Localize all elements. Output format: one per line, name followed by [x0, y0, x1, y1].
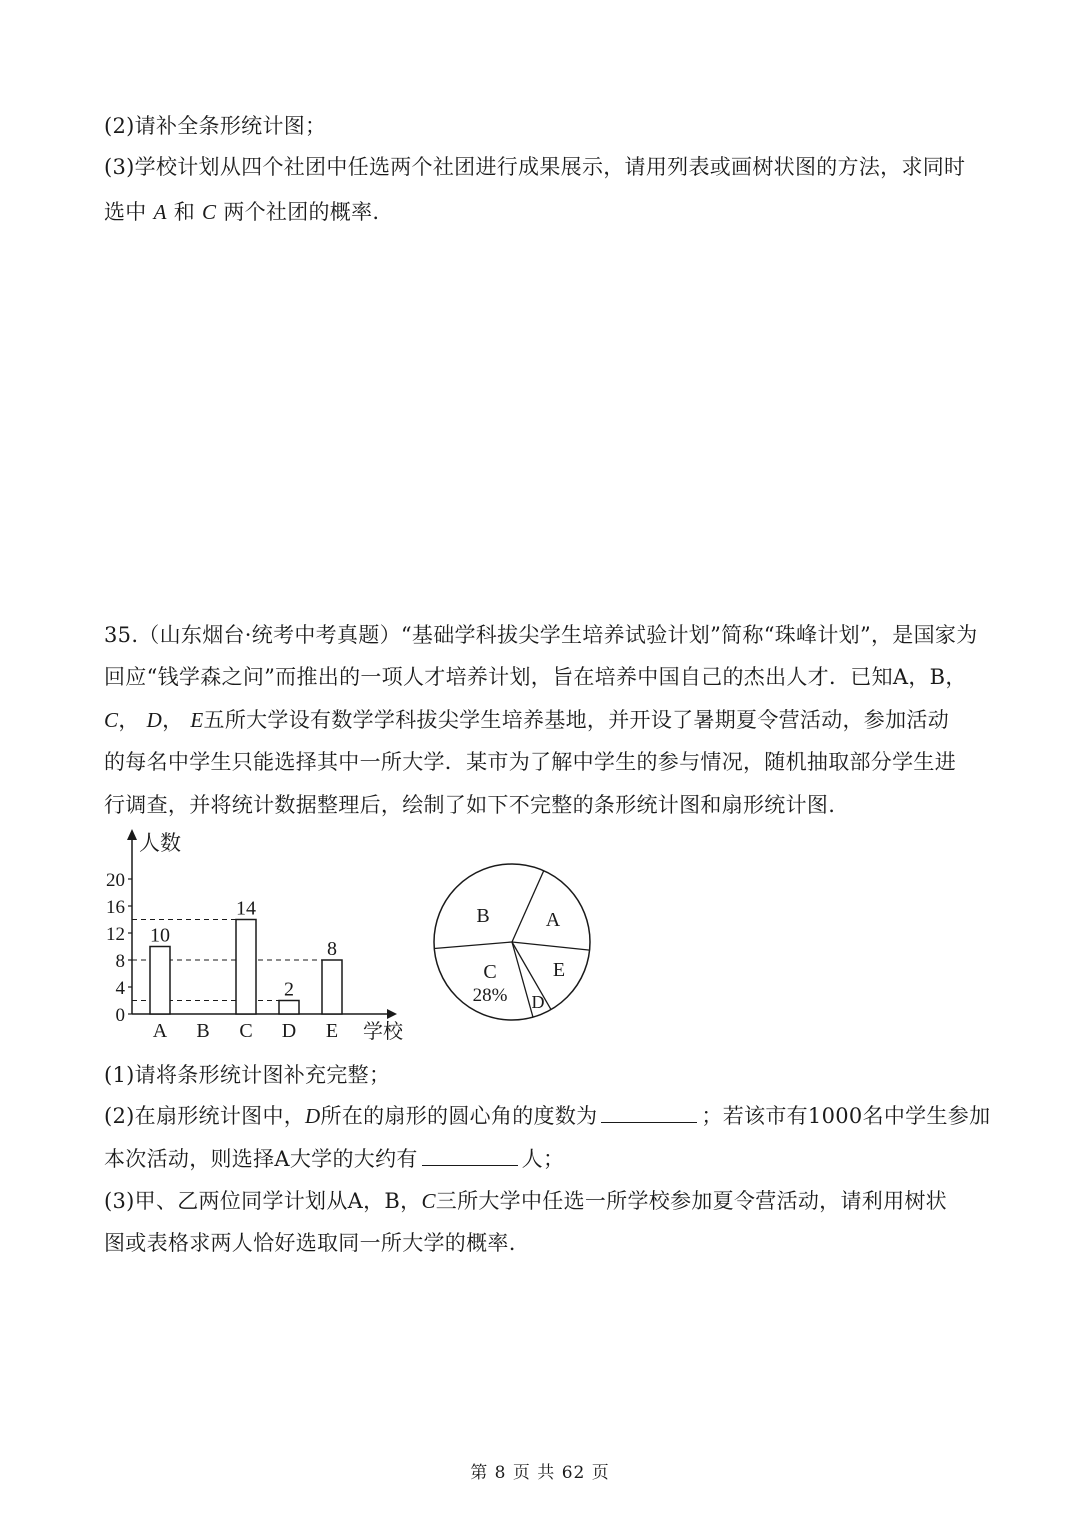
y-tick-label: 16 [106, 897, 125, 918]
category-label-e: E [325, 1020, 339, 1042]
bar-d [279, 1001, 299, 1015]
pie-label-e: E [552, 959, 566, 981]
page-footer: 第 8 页 共 62 页 [470, 1463, 610, 1483]
bar-a [150, 947, 170, 1015]
x-axis-label: 学校 [363, 1021, 403, 1043]
data-label-d: 2 [284, 978, 294, 1001]
y-tick-label: 0 [115, 1005, 125, 1026]
bar-c [236, 920, 256, 1015]
bar-chart [95, 826, 425, 1046]
x-axis-arrow [387, 1009, 397, 1019]
pie-label-d: D [531, 992, 545, 1012]
pie-label-b: B [476, 905, 490, 927]
y-tick-label: 12 [106, 924, 125, 945]
data-label-c: 14 [236, 897, 256, 920]
category-label-c: C [239, 1020, 253, 1042]
answer-blank-count[interactable] [422, 1145, 518, 1166]
sub-question-2-line2: 本次活动，则选择A大学的大约有 人； [104, 1147, 565, 1171]
y-tick-label: 8 [115, 951, 125, 972]
category-label-a: A [152, 1020, 168, 1042]
y-axis-arrow [127, 829, 137, 840]
sub-question-2: (2)在扇形统计图中，D所在的扇形的圆心角的度数为 ；若该市有1000名中学生参加 [104, 1104, 991, 1128]
q35-line5: 行调查，并将统计数据整理后，绘制了如下不完整的条形统计图和扇形统计图. [104, 793, 836, 817]
sub-question-3-line2: 图或表格求两人恰好选取同一所大学的概率. [104, 1231, 516, 1255]
q35-line4: 的每名中学生只能选择其中一所大学．某市为了解中学生的参与情况，随机抽取部分学生进 [104, 750, 956, 774]
bar-e [322, 960, 342, 1014]
category-label-d: D [281, 1020, 297, 1042]
y-tick-label: 20 [106, 870, 125, 891]
y-axis-label: 人数 [139, 831, 181, 855]
data-label-e: 8 [327, 938, 337, 960]
sub-question-1: (1)请将条形统计图补充完整； [104, 1063, 391, 1087]
q35-line3: C， D， E五所大学设有数学学科拔尖学生培养基地，并开设了暑期夏令营活动，参加活动 [104, 708, 950, 732]
prev-part3-line2: 选中 A 和 C 两个社团的概率. [104, 200, 380, 224]
prev-part3-line1: (3)学校计划从四个社团中任选两个社团进行成果展示，请用列表或画树状图的方法，求同时 [104, 155, 966, 179]
y-tick-label: 4 [115, 978, 125, 999]
sub-question-3: (3)甲、乙两位同学计划从A，B，C三所大学中任选一所学校参加夏令营活动，请利用树状 [104, 1189, 947, 1213]
data-label-a: 10 [150, 924, 170, 947]
pie-chart [425, 858, 605, 1028]
category-label-b: B [196, 1020, 210, 1042]
pie-label-c: C [483, 961, 497, 983]
answer-blank-angle[interactable] [601, 1102, 697, 1123]
pie-label-a: A [545, 909, 561, 931]
pie-percent-c: 28% [472, 985, 508, 1006]
q35-line1: 35.（山东烟台·统考中考真题）“基础学科拔尖学生培养试验计划”简称“珠峰计划”，是国家为 [104, 623, 978, 647]
q35-line2: 回应“钱学森之问”而推出的一项人才培养计划，旨在培养中国自己的杰出人才．已知A，B， [104, 665, 967, 689]
prev-part2: (2)请补全条形统计图； [104, 114, 327, 138]
